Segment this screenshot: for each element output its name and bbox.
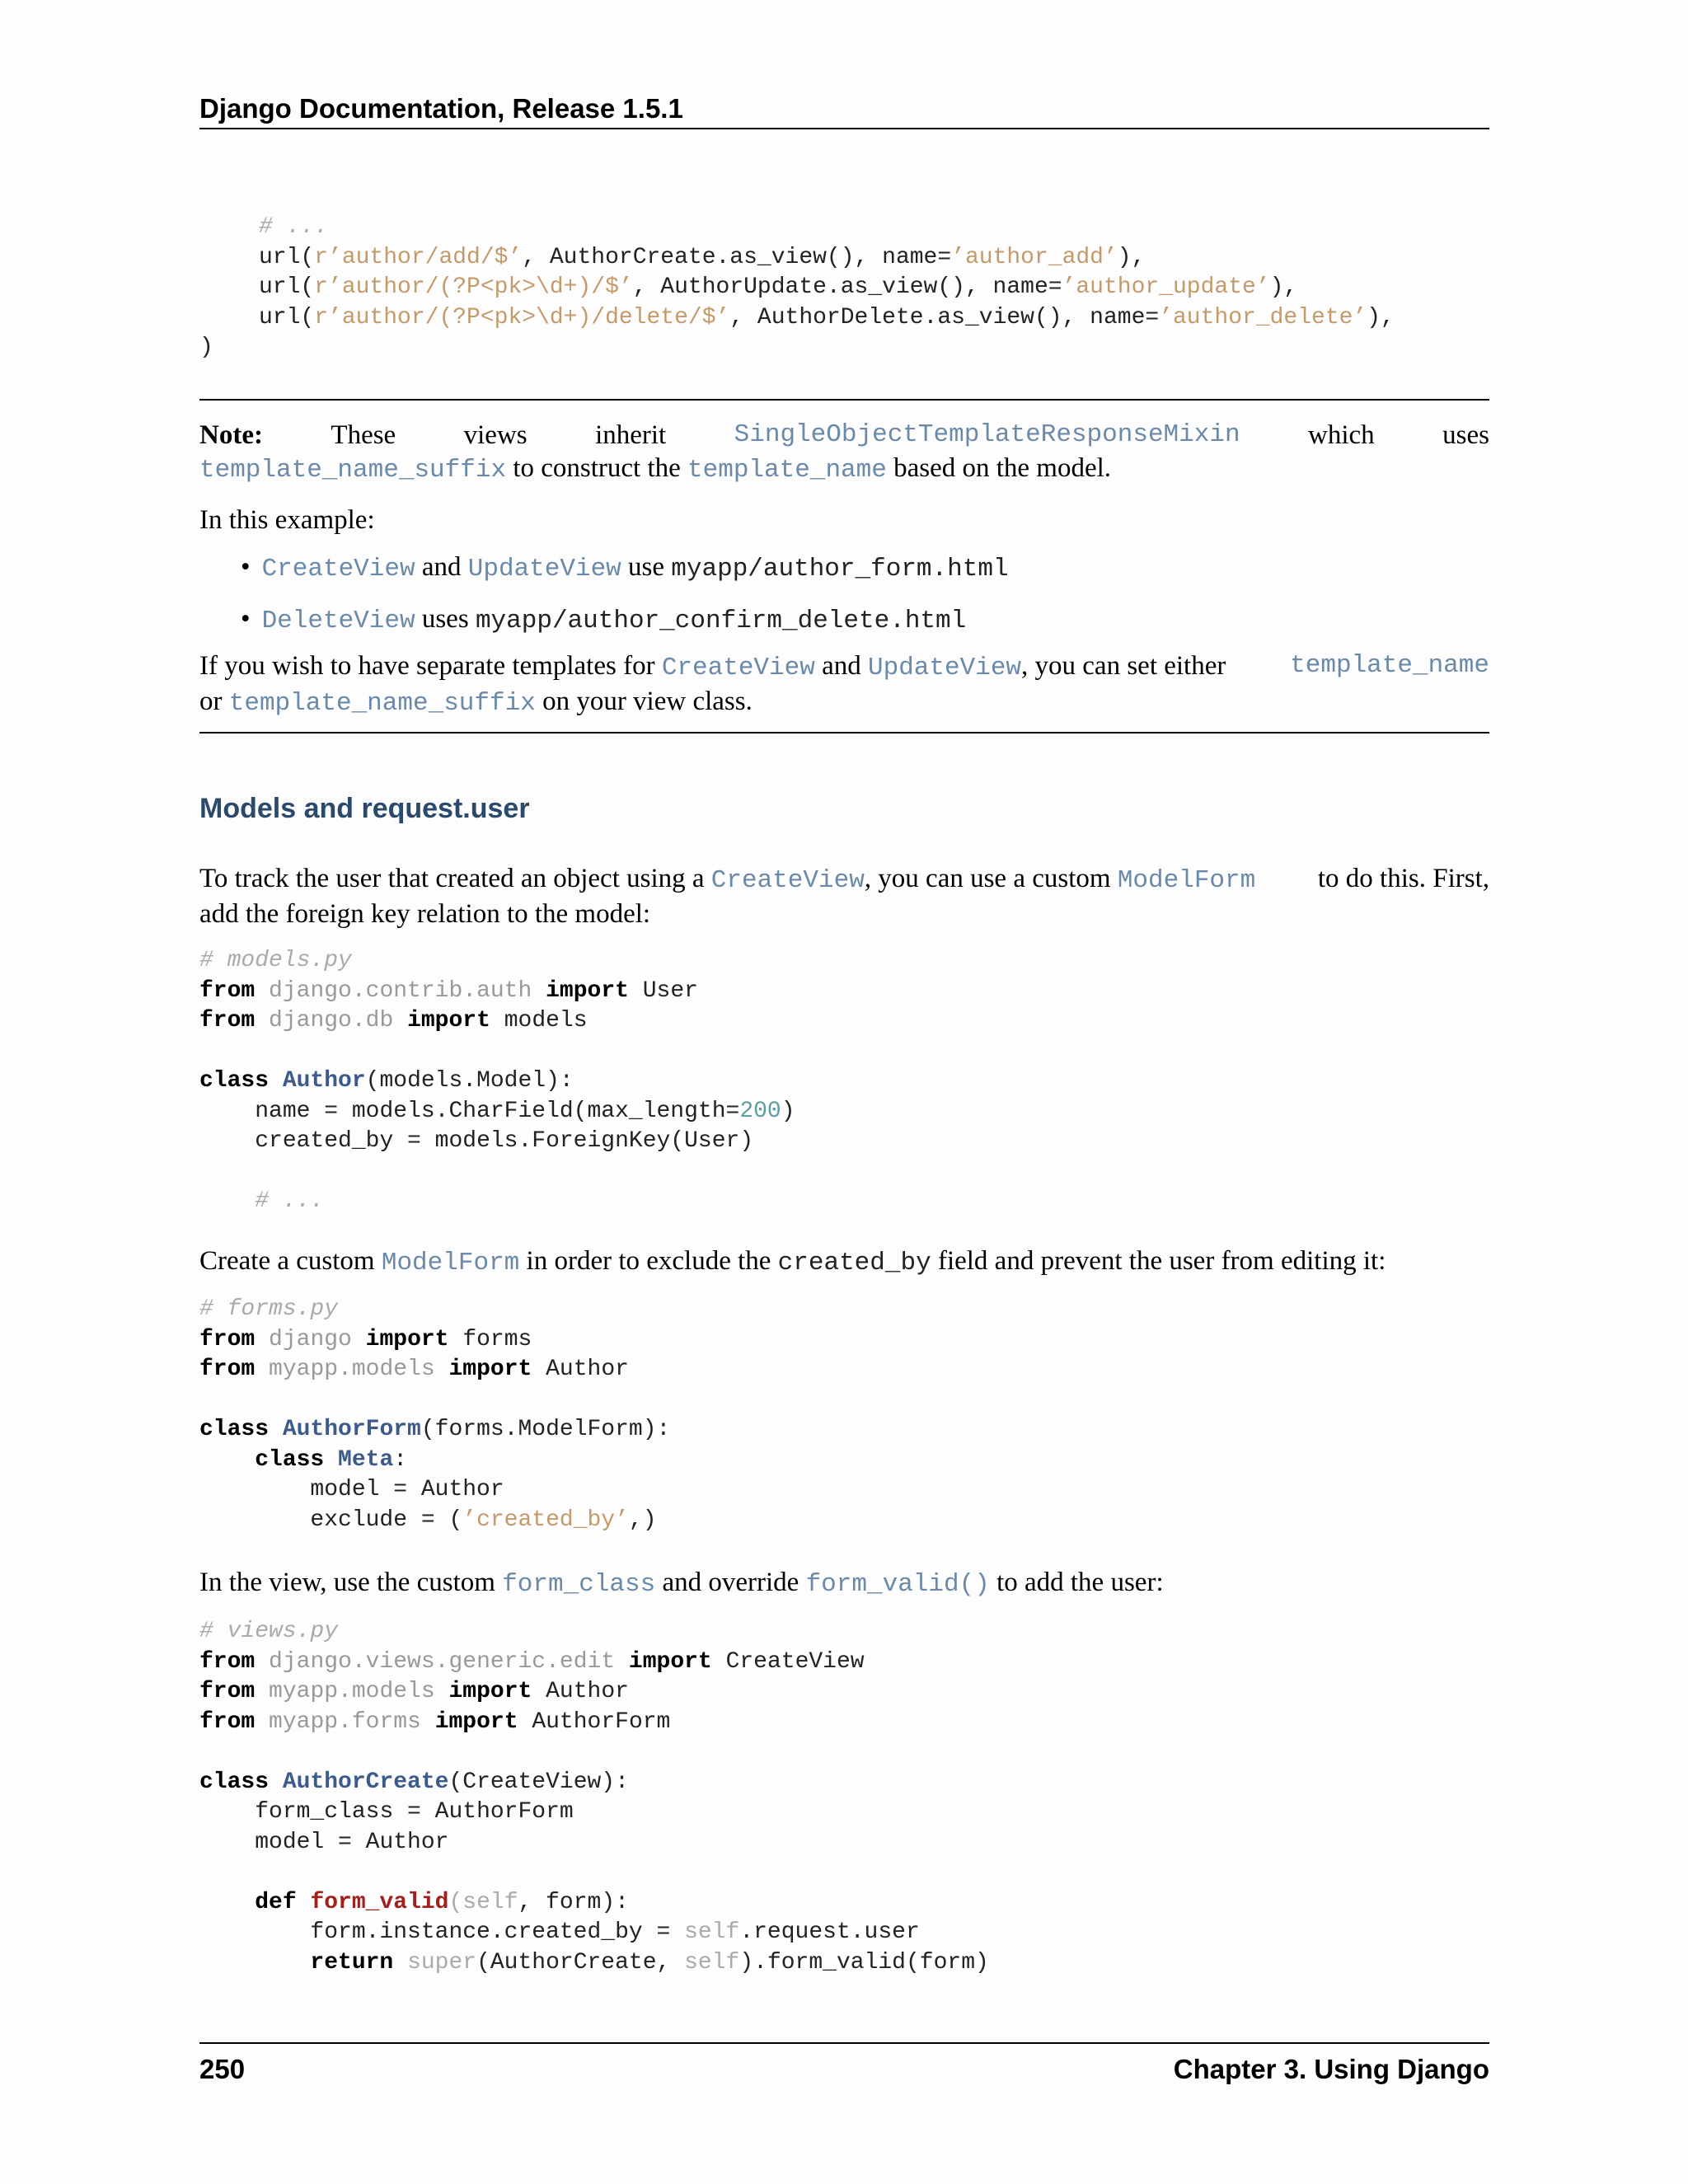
link-singleobjecttemplateresponsemixin[interactable]: SingleObjectTemplateResponseMixin (734, 420, 1240, 449)
link-form-class[interactable]: form_class (502, 1570, 656, 1599)
link-createview[interactable]: CreateView (261, 555, 415, 583)
page-number: 250 (199, 2054, 246, 2084)
code-block-models: # models.py from django.contrib.auth import User from django.db import models class Author(models.Model): name = models.CharField(max_length=200) created_by = models.ForeignKey(User) # ... (199, 948, 795, 1214)
link-updateview[interactable]: UpdateView (868, 654, 1022, 682)
link-template-name[interactable]: template_name (687, 456, 887, 485)
code-block-urls: # ... url(r’author/add/$’, AuthorCreate.as_view(), name=’author_add’), url(r’author/(?P<pk>\d+)/$’, AuthorUpdate.as_view(), name=’author_update’), url(r’author/(?P<pk>\d+)/delete/$’, AuthorDelete.as_view(), name=’author_delete’), ) (199, 214, 1395, 360)
link-createview[interactable]: CreateView (710, 866, 865, 895)
note-bottom-rule (199, 732, 1489, 733)
chapter-title: Chapter 3. Using Django (1173, 2054, 1489, 2084)
link-form-valid[interactable]: form_valid() (805, 1570, 990, 1599)
list-item: • CreateView and UpdateView use myapp/author_form.html (241, 551, 1009, 586)
page-footer (199, 2042, 1489, 2085)
running-header: Django Documentation, Release 1.5.1 (199, 93, 1489, 129)
link-createview[interactable]: CreateView (661, 654, 815, 682)
code-block-views: # views.py from django.views.generic.edit import CreateView from myapp.models import Author from myapp.forms import AuthorForm class AuthorCreate(CreateView): form_class = AuthorForm model = Author def form_valid(self, form): form.instance.created_by = self.request.user return super(AuthorCreate, self).form_valid(form) (199, 1619, 989, 1975)
link-template-name-suffix[interactable]: template_name_suffix (228, 689, 536, 718)
link-template-name-suffix[interactable]: template_name_suffix (199, 456, 507, 485)
link-deleteview[interactable]: DeleteView (261, 607, 415, 635)
exclude-paragraph: Create a custom ModelForm in order to exclude the created_by field and prevent the user from editing it: (199, 1246, 1386, 1277)
view-paragraph: In the view, use the custom form_class and override form_valid() to add the user: (199, 1568, 1164, 1599)
note-first-line: Note: These views inherit SingleObjectTemplateResponseMixin which uses (199, 420, 1489, 450)
link-template-name[interactable]: template_name (1290, 651, 1489, 680)
link-updateview[interactable]: UpdateView (467, 555, 621, 583)
note-second-line: template_name_suffix to construct the template_name based on the model. (199, 453, 1112, 485)
template-bullets (241, 551, 1009, 654)
note-top-rule (199, 399, 1489, 401)
link-modelform[interactable]: ModelForm (1117, 866, 1256, 895)
link-modelform[interactable]: ModelForm (381, 1249, 520, 1277)
code-block-forms: # forms.py from django import forms from myapp.models import Author class AuthorForm(forms.ModelForm): class Meta: model = Author exclude = (’created_by’,) (199, 1296, 671, 1533)
note-label: Note: (199, 420, 263, 450)
section-heading: Models and request.user (199, 793, 530, 824)
note-paragraph: If you wish to have separate templates for CreateView and UpdateView, you can set either template_name or template_name_suffix on your view class. (199, 651, 1489, 718)
code-comment: # ... (259, 214, 329, 240)
list-item: • DeleteView uses myapp/author_confirm_delete.html (241, 602, 1009, 638)
note-box (199, 419, 1489, 537)
intro-paragraph: To track the user that created an object using a CreateView, you can use a custom ModelForm to do this. First, add the foreign key relation to the model: (199, 864, 1489, 929)
note-example-intro: In this example: (199, 505, 375, 535)
